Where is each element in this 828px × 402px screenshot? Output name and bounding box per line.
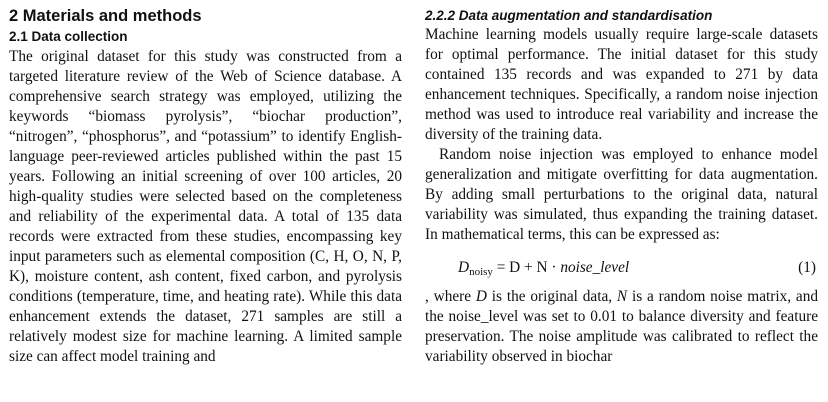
equation-number: (1) [798,259,816,276]
equation-lhs-symbol: D [458,259,470,276]
right-column [425,6,818,367]
paragraph-3-mid: is the original data, [486,288,617,305]
equation-body [458,259,629,278]
augmentation-paragraph-2: Random noise injection was employed to enhance model generalization and mitigate overfitting for data augmentation. By adding small perturbations to the original data, natural variability was simulated, thus expanding the training dataset. In mathematical terms, this can be expressed as: [425,146,818,243]
paragraph-3-rest: is a random noise matrix, and the noise_level was set to 0.01 to balance diversity and feature preservation. The noise amplitude was calibrated to reflect the variability observed in biochar [425,288,818,365]
augmentation-paragraph-1: Machine learning models usually require large-scale datasets for optimal performance. The initial dataset for this study contained 135 records and was expanded to 271 by data enhancement techniques. Specifically, a random noise injection method was used to introduce real variability and increase the diversity of the training data. [425,26,818,143]
paragraph-3-lead: , where [425,288,476,305]
left-column [9,6,402,367]
equation-rhs-variable: noise_level [560,259,630,276]
equation-1 [425,249,818,287]
equation-lhs-subscript: noisy [469,266,493,278]
subsection-title: 2.1 Data collection [9,29,128,44]
paragraph-3-var-d: D [475,288,487,305]
data-collection-paragraph: The original dataset for this study was constructed from a targeted literature review of the Web of Science database. A comprehensive search strategy was employed, utilizing the keywords “biomass pyrolysis”, “biochar production”, “nitrogen”, “phosphorus”, and “potassium” to identify English-language peer-reviewed articles published within the past 15 years. Following an initial screening of over 100 articles, 20 high-quality studies were selected based on the completeness and reliability of the experimental data. A total of 135 data records were extracted from these studies, encompassing key input parameters such as elemental composition (C, H, O, N, P, K), moisture content, ash content, fixed carbon, and pyrolysis conditions (temperature, time, and heating rate). While this data enhancement extends the dataset, 271 samples are still a relatively modest size for machine learning. A limited sample size can affect model training and [9,48,402,365]
subsubsection-title: 2.2.2 Data augmentation and standardisation [425,8,713,23]
section-title: 2 Materials and methods [9,7,202,25]
paragraph-3-var-n: N [616,288,628,305]
augmentation-paragraph-3 [425,287,818,367]
equation-rhs-part1: = D + N · [496,259,561,276]
